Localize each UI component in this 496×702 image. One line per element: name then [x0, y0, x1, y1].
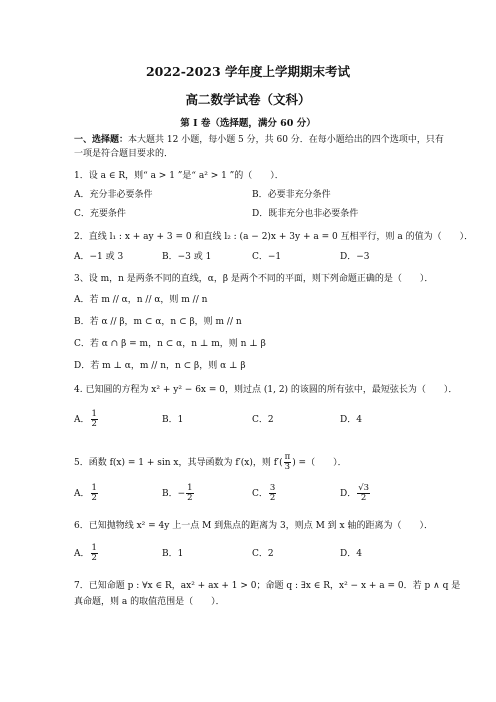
- q5-option-b-num: 1: [187, 483, 193, 493]
- section-intro: [74, 134, 444, 146]
- q1-stem: 1．设 a ∈ R，则“ a > 1 ”是“ a² > 1 ”的（ ）．: [74, 171, 284, 181]
- q6-option-d: D．4: [340, 549, 362, 559]
- q5-option-b-den: 2: [187, 493, 193, 503]
- q6-option-a: [74, 544, 99, 563]
- q4-option-c: C．2: [252, 415, 274, 425]
- q5-option-d: [340, 484, 371, 503]
- volume-heading: 第 I 卷（选择题，满分 60 分）: [180, 118, 316, 129]
- q5-option-a: [74, 484, 99, 503]
- q5-option-d-fraction: [357, 484, 370, 503]
- q5-pi-over-3: [284, 453, 292, 472]
- q5-stem: [74, 452, 347, 474]
- q5-stem-pre: 5．函数 f(x) = 1 + sin x，其导函数为 f′(x)，则 f′(: [74, 458, 283, 468]
- q4-option-b: B．1: [162, 415, 184, 425]
- q5-option-c-prefix: C．: [252, 489, 268, 499]
- q1-option-a: A．充分非必要条件: [74, 190, 153, 200]
- q5-option-d-prefix: D．: [340, 489, 357, 499]
- q4-option-a: [74, 410, 99, 429]
- q4-option-d: D．4: [340, 415, 362, 425]
- section-label: 一、选择题：: [74, 135, 129, 145]
- q2-option-d: D．−3: [340, 252, 370, 262]
- q4-option-a-den: 2: [91, 419, 97, 429]
- section-intro-text: 本大题共 12 小题，每小题 5 分，共 60 分．在每小题给出的四个选项中，只有: [128, 135, 444, 145]
- q3-option-d: D．若 m ⊥ α，m // n，n ⊂ β，则 α ⊥ β: [74, 361, 246, 371]
- q5-option-a-prefix: A．: [74, 489, 90, 499]
- q6-option-a-num: 1: [91, 543, 97, 553]
- q5-option-b-prefix: B．−: [162, 489, 186, 499]
- q2-stem: 2．直线 l₁ : x + ay + 3 = 0 和直线 l₂ : (a − 2)x + 3y + a = 0 互相平行，则 a 的值为（ ）．: [74, 232, 474, 242]
- q5-pi: π: [284, 452, 291, 462]
- q6-option-c: C．2: [252, 549, 274, 559]
- q6-option-a-den: 2: [91, 553, 97, 563]
- q2-option-c: C．−1: [252, 252, 282, 262]
- q2-option-a: A．−1 或 3: [74, 252, 124, 262]
- exam-subtitle: 高二数学试卷（文科）: [185, 92, 311, 107]
- q5-option-a-fraction: [91, 484, 98, 503]
- q7-stem: 7．已知命题 p : ∀x ∈ R，ax² + ax + 1 > 0；命题 q : ∃x ∈ R，x² − x + a = 0．若 p ∧ q 是: [74, 581, 461, 591]
- q2-option-b: B．−3 或 1: [162, 252, 212, 262]
- q5-option-c: [252, 484, 277, 503]
- q5-option-c-num: 3: [269, 483, 276, 493]
- q5-three: 3: [284, 462, 291, 472]
- q3-option-c: C．若 α ∩ β = m，n ⊂ α，n ⊥ m，则 n ⊥ β: [74, 339, 266, 349]
- q6-option-a-fraction: [91, 544, 98, 563]
- q4-option-a-num: 1: [91, 409, 97, 419]
- q5-option-d-num: √3: [358, 483, 370, 493]
- q3-option-b: B．若 α // β，m ⊂ α，n ⊂ β，则 m // n: [74, 317, 242, 327]
- q1-option-d: D．既非充分也非必要条件: [252, 209, 359, 219]
- q1-option-b: B．必要非充分条件: [252, 190, 331, 200]
- q1-option-c: C．充要条件: [74, 209, 126, 219]
- q3-stem: 3、设 m，n 是两条不同的直线，α，β 是两个不同的平面，则下列命题正确的是（ ）．: [74, 274, 434, 284]
- q6-option-b: B．1: [162, 549, 184, 559]
- q5-option-a-den: 2: [91, 493, 97, 503]
- q4-option-a-prefix: A．: [74, 415, 90, 425]
- section-intro-cont: 一项是符合题目要求的．: [74, 149, 174, 159]
- q3-option-a: A．若 m // α，n // α，则 m // n: [74, 295, 208, 305]
- q5-option-b-fraction: [186, 484, 193, 503]
- q5-option-c-fraction: [269, 484, 276, 503]
- q7-stem-cont: 真命题，则 a 的取值范围是（ ）．: [74, 597, 225, 607]
- q5-option-a-num: 1: [91, 483, 97, 493]
- q6-option-a-prefix: A．: [74, 549, 90, 559]
- q4-stem: 4. 已知圆的方程为 x² + y² − 6x = 0，则过点 (1, 2) 的该圆的所有弦中，最短弦长为（ ）．: [74, 385, 458, 395]
- q5-option-d-den: 2: [360, 493, 367, 503]
- q6-stem: 6．已知抛物线 x² = 4y 上一点 M 到焦点的距离为 3，则点 M 到 x 轴的距离为（ ）．: [74, 521, 433, 531]
- q5-stem-post: ) =（ ）．: [292, 458, 347, 468]
- q4-option-a-fraction: [91, 410, 98, 429]
- q5-option-b: [162, 484, 195, 503]
- q5-option-c-den: 2: [269, 493, 276, 503]
- exam-title: 2022-2023 学年度上学期期末考试: [145, 64, 351, 79]
